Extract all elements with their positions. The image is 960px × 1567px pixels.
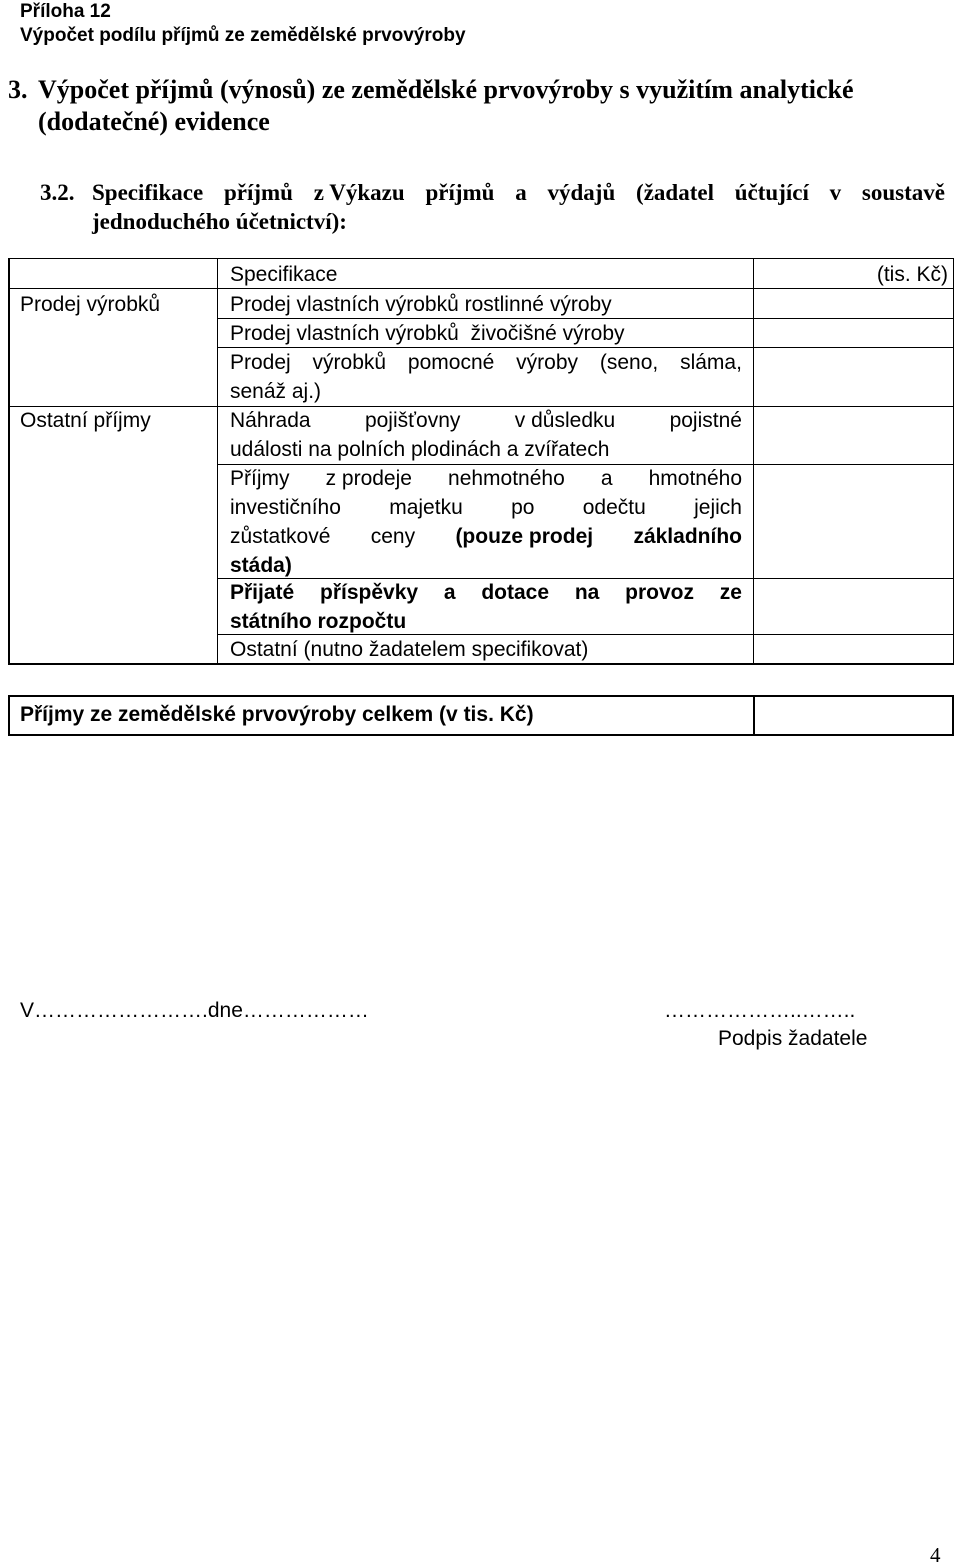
row-word: Přijaté	[230, 581, 295, 604]
row-word: pojišťovny	[364, 409, 461, 432]
subsection-word: příjmů	[425, 180, 495, 205]
row-word: investičního	[230, 496, 341, 519]
row-word: výrobků	[312, 351, 387, 374]
row-asset-sale	[230, 464, 742, 580]
total-border-top	[8, 695, 954, 697]
row-word: výroby	[516, 351, 579, 374]
row-word: Náhrada	[230, 409, 311, 432]
row-word: jejich	[694, 496, 742, 519]
row-word: zůstatkové	[230, 525, 331, 548]
row-word: Příjmy	[230, 467, 290, 490]
row-insurance-compensation	[230, 406, 742, 464]
total-table	[8, 695, 954, 736]
total-border-bottom	[8, 734, 954, 736]
row-word: hmotného	[648, 467, 742, 490]
section-title-line2: (dodatečné) evidence	[38, 107, 270, 136]
total-divider	[753, 695, 755, 736]
subsection-word: výdajů	[547, 180, 616, 205]
row-word: (pouze prodej	[455, 525, 594, 548]
group-label-products: Prodej výrobků	[20, 293, 161, 316]
row-line: události na polních plodinách a zvířatech	[230, 438, 610, 461]
subsection-word: v	[829, 180, 842, 205]
row-word: a	[443, 581, 456, 604]
section-title-line1: Výpočet příjmů (výnosů) ze zemědělské prvovýroby s využitím analytické	[38, 75, 854, 104]
row-word: nehmotného	[448, 467, 565, 490]
annex-title: Výpočet podílu příjmů ze zemědělské prvovýroby	[20, 25, 466, 46]
subsection-number: 3.2.	[40, 180, 75, 205]
row-word: Prodej	[230, 351, 291, 374]
row-word: dotace	[481, 581, 550, 604]
row-animal-products: Prodej vlastních výrobků živočišné výroby	[230, 322, 625, 345]
subsection-title-line2: jednoduchého účetnictví):	[92, 209, 347, 234]
section-number: 3.	[8, 75, 28, 104]
row-word: po	[511, 496, 535, 519]
subsection-word: Specifikace	[92, 180, 204, 205]
subsection-word: příjmů	[223, 180, 293, 205]
subsection-word: (žadatel	[636, 180, 714, 205]
signature-line: ………………..……..	[664, 999, 856, 1022]
row-word: odečtu	[582, 496, 646, 519]
subsection-word: účtující	[734, 180, 809, 205]
annex-label: Příloha 12	[20, 1, 111, 22]
signature-label: Podpis žadatele	[718, 1027, 868, 1050]
subsection-title-line1	[92, 178, 945, 207]
row-word: provoz	[625, 581, 694, 604]
row-word: na	[574, 581, 600, 604]
table-border-top	[8, 258, 954, 259]
group-label-other: Ostatní příjmy	[20, 409, 151, 432]
subsection-word: soustavě	[861, 180, 945, 205]
row-word: ze	[719, 581, 742, 604]
row-word: majetku	[389, 496, 463, 519]
row-word: základního	[633, 525, 742, 548]
row-word: sláma,	[680, 351, 742, 374]
row-word: ceny	[370, 525, 416, 548]
row-state-subsidies	[230, 578, 742, 636]
row-line: státního rozpočtu	[230, 610, 407, 633]
row-word: a	[600, 467, 613, 490]
row-word: z prodeje	[325, 467, 412, 490]
row-auxiliary-products	[230, 348, 742, 406]
total-border-right	[952, 695, 954, 736]
unit-header: (tis. Kč)	[876, 263, 948, 286]
row-plant-products: Prodej vlastních výrobků rostlinné výroby	[230, 293, 612, 316]
row-line: senáž aj.)	[230, 380, 322, 403]
row-sep	[8, 288, 217, 289]
row-word: (seno,	[599, 351, 659, 374]
row-word: v důsledku	[514, 409, 616, 432]
spec-header: Specifikace	[230, 263, 338, 286]
total-label: Příjmy ze zemědělské prvovýroby celkem (v tis. Kč)	[20, 703, 534, 726]
place-date-line: V…………………….dne………………	[20, 999, 369, 1022]
row-line: stáda)	[230, 554, 292, 577]
row-word: pomocné	[407, 351, 495, 374]
total-border-left	[8, 695, 10, 736]
row-other-income: Ostatní (nutno žadatelem specifikovat)	[230, 638, 589, 661]
row-word: příspěvky	[320, 581, 419, 604]
income-spec-table	[8, 258, 954, 664]
row-word: pojistné	[669, 409, 742, 432]
page-number: 4	[930, 1543, 941, 1567]
subsection-word: z Výkazu	[313, 180, 405, 205]
subsection-word: a	[515, 180, 527, 205]
table-border-left	[8, 258, 10, 664]
